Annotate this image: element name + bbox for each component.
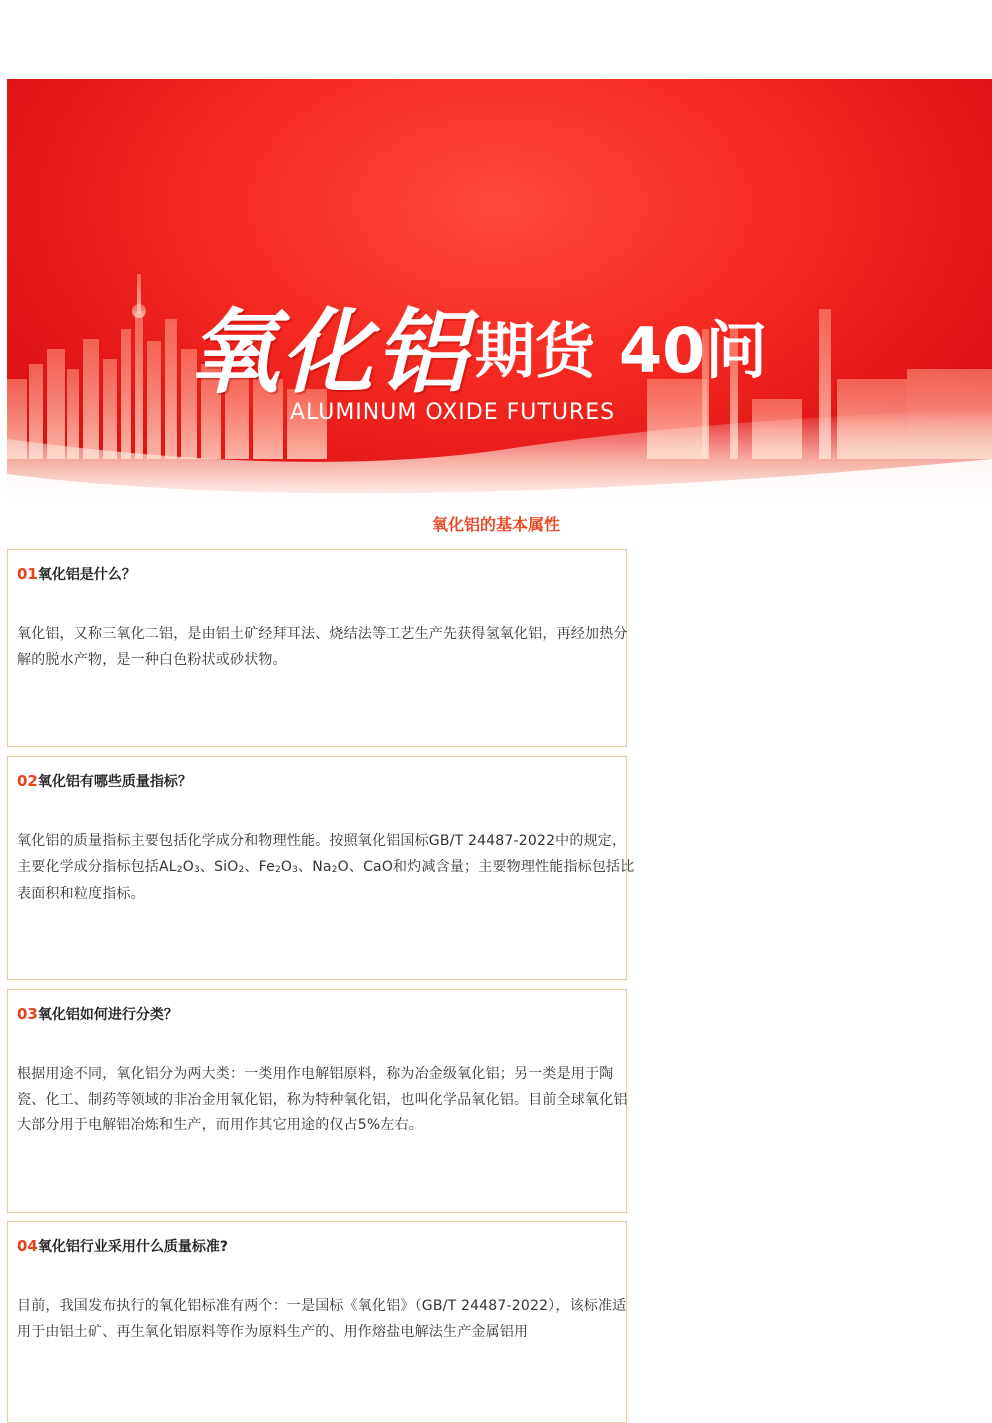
banner-title xyxy=(187,279,827,411)
question-title xyxy=(17,1236,228,1256)
question-number: 03 xyxy=(17,1005,38,1023)
question-title xyxy=(17,1004,178,1024)
question-card-02 xyxy=(7,756,635,980)
answer-text: 氧化铝，又称三氧化二铝，是由铝土矿经拜耳法、烧结法等工艺生产先获得氢氧化铝，再经加热分解的脱水产物，是一种白色粉状或砂状物。 xyxy=(17,626,628,668)
question-card-03 xyxy=(7,989,627,1213)
banner-english-title: ALUMINUM OXIDE FUTURES xyxy=(290,400,616,425)
answer-text: 根据用途不同，氧化铝分为两大类：一类用作电解铝原料，称为冶金级氧化铝；另一类是用于陶瓷、化工、制药等领域的非冶金用氧化铝，称为特种氧化铝，也叫化学品氧化铝。目前全球氧化铝大部分用于电解铝冶炼和生产，而用作其它用途的仅占5%左右。 xyxy=(17,1066,628,1133)
question-card-04 xyxy=(7,1221,627,1423)
question-text: 氧化铝是什么？ xyxy=(37,567,136,583)
question-text: 氧化铝有哪些质量指标？ xyxy=(37,774,192,790)
question-card-01 xyxy=(7,549,627,747)
question-number: 01 xyxy=(17,565,38,583)
answer-text: 目前，我国发布执行的氧化铝标准有两个：一是国标《氧化铝》（GB/T 24487-2022），该标准适用于由铝土矿、再生氧化铝原料等作为原料生产的、用作熔盐电解法生产金属铝用 xyxy=(17,1298,627,1340)
section-title: 氧化铝的基本属性 xyxy=(431,515,560,534)
question-title xyxy=(17,564,136,584)
banner-title-num: 40问 xyxy=(619,314,768,387)
question-title xyxy=(17,771,192,791)
banner-title-brush: 氧化铝 xyxy=(187,298,470,406)
question-text: 氧化铝如何进行分类？ xyxy=(37,1007,178,1023)
banner-title-sub: 期货 xyxy=(475,317,596,387)
question-number: 04 xyxy=(17,1237,38,1255)
question-text: 氧化铝行业采用什么质量标准? xyxy=(37,1239,228,1255)
banner xyxy=(7,79,992,498)
question-number: 02 xyxy=(17,772,38,790)
answer-text: 氧化铝的质量指标主要包括化学成分和物理性能。按照氧化铝国标GB/T 24487-2022中的规定，主要化学成分指标包括$AL_2O_3$、SiO$_2$、$Fe_2O_3$、$Na_2O$、CaO和灼减含量；主要物理性能指标包括比表面积和粒度指标。 xyxy=(17,833,635,902)
